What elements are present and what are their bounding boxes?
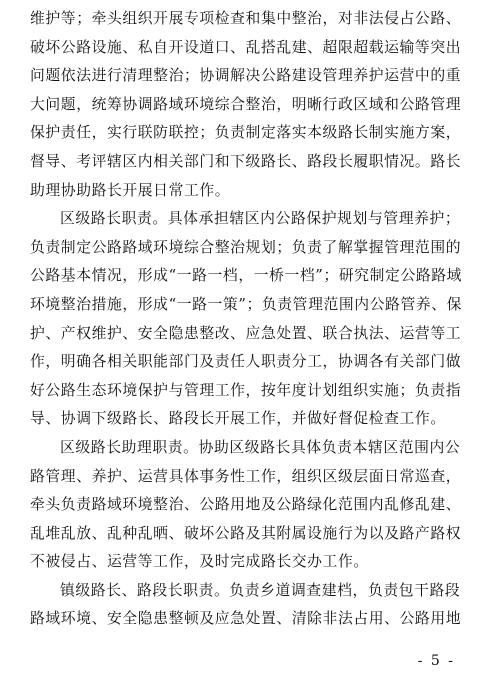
text-line: 保护责任，实行联防联控；负责制定落实本级路长制实施方案， bbox=[30, 124, 462, 142]
text-line: 不被侵占、运营等工作，及时完成路长交办工作。 bbox=[30, 553, 369, 571]
text-line: 区级路长助理职责。协助区级路长具体负责本辖区范围内公 bbox=[60, 438, 461, 456]
text-line: 导、协调下级路长、路段长开展工作，并做好督促检查工作。 bbox=[30, 410, 446, 428]
text-line: 牵头负责路域环境整治、公路用地及公路绿化范围内乱修乱建、 bbox=[30, 496, 462, 514]
text-line: 护、产权维护、安全隐患整改、应急处置、联合执法、运营等工 bbox=[30, 324, 462, 342]
text-line: 路域环境、安全隐患整顿及应急处置、清除非法占用、公路用地 bbox=[30, 610, 462, 628]
text-line: 镇级路长、路段长职责。负责乡道调查建档，负责包干路段 bbox=[60, 581, 461, 599]
text-line: 助理协助路长开展日常工作。 bbox=[30, 181, 231, 199]
document-body bbox=[30, 5, 476, 634]
text-line: 破坏公路设施、私自开设道口、乱搭乱建、超限超载运输等突出 bbox=[30, 38, 462, 56]
text-line: 问题依法进行清理整治；协调解决公路建设管理养护运营中的重 bbox=[30, 67, 462, 85]
text-line: 区级路长职责。具体承担辖区内公路保护规划与管理养护； bbox=[60, 210, 461, 228]
text-line: 环境整治措施，形成“一路一策”；负责管理范围内公路管养、保 bbox=[30, 295, 463, 313]
text-line: 维护等；牵头组织开展专项检查和集中整治，对非法侵占公路、 bbox=[30, 10, 462, 27]
text-line: 大问题，统筹协调路域环境综合整治，明晰行政区域和公路管理 bbox=[30, 95, 462, 113]
page-number: - 5 - bbox=[417, 653, 455, 669]
text-line: 负责制定公路路域环境综合整治规划；负责了解掌握管理范围的 bbox=[30, 238, 462, 256]
text-line: 督导、考评辖区内相关部门和下级路长、路段长履职情况。路长 bbox=[30, 152, 462, 170]
text-line: 好公路生态环境保护与管理工作，按年度计划组织实施；负责指 bbox=[30, 381, 462, 399]
text-line: 公路基本情况，形成“一路一档，一桥一档”；研究制定公路路域 bbox=[30, 267, 463, 285]
text-line: 路管理、养护、运营具体事务性工作，组织区级层面日常巡查， bbox=[30, 467, 462, 485]
text-line: 作，明确各相关职能部门及责任人职责分工，协调各有关部门做 bbox=[30, 353, 462, 371]
text-line: 乱堆乱放、乱种乱晒、破坏公路及其附属设施行为以及路产路权 bbox=[30, 524, 462, 542]
